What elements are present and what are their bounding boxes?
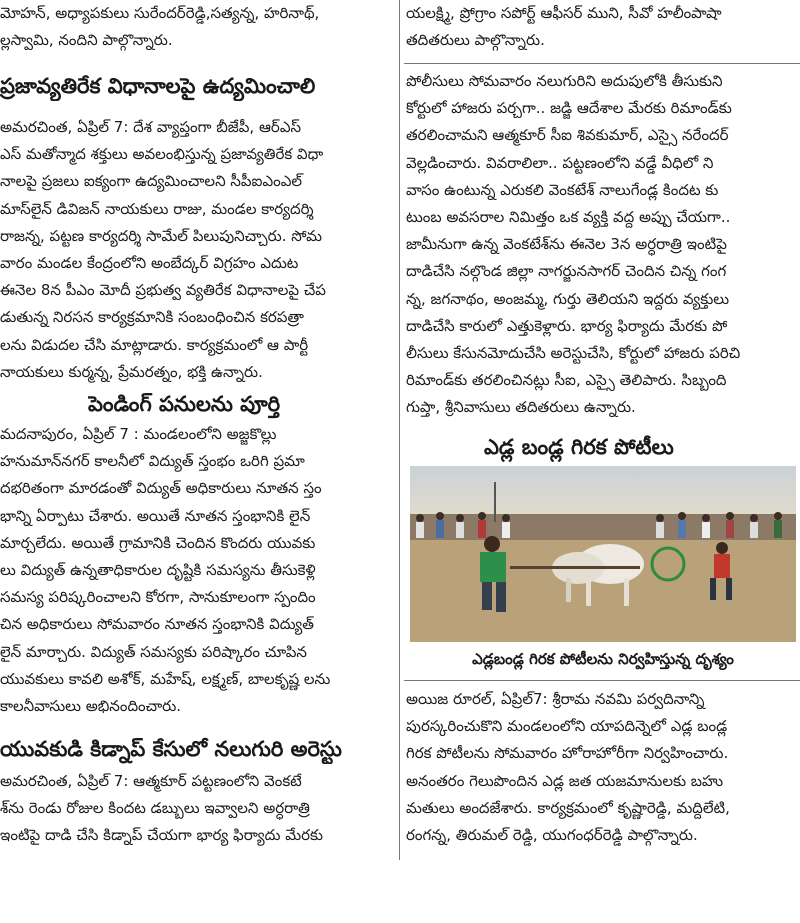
photo-caption: ఎడ్లబండ్ల గిరక పోటీలను నిర్వహిస్తున్న దృశ్యం [472,650,734,668]
text-line: రిమాండ్‌కు తరలించినట్లు సీఐ, ఎస్సై తెలిపారు. సిబ్బంది [406,371,727,390]
text-line: వాసం ఉంటున్న ఎరుకలి వెంకటేశ్ నాలుగేండ్ల కిందట కు [406,180,719,199]
bull-cart-race-photo [410,466,796,642]
article-4-body [406,686,800,849]
article-1-body [0,114,392,386]
headline-article-2: పెండింగ్ పనులను పూర్తి [88,392,281,416]
text-line: భాన్ని ఏర్పాటు చేశారు. అయితే నూతన స్తంభానికి లైన్ [0,506,311,525]
photo-illustration [410,466,796,642]
continued-article-body [406,68,800,422]
text-line: చిన అధికారులు సోమవారం నూతన స్తంభానికి విద్యుత్ [0,615,314,634]
text-line: దభరితంగా మారడంతో విద్యుత్ అధికారులు నూతన స్తం [0,479,322,498]
text-line: రాజన్న, పట్టణ కార్యదర్శి సామేల్ పిలుపునిచ్చారు. సోమ [0,226,322,245]
text-line: జామీనుగా ఉన్న వెంకటేశ్‌ను ఈనెల 3న అర్ధరాత్రి ఇంటిపై [406,235,727,254]
text-line: అమరచింత, ఏప్రిల్ 7: దేశ వ్యాప్తంగా బీజేపీ, ఆర్ఎస్ [0,118,302,136]
text-line: లు విద్యుత్ ఉన్నతాధికారుల దృష్టికి సమస్యను తీసుకెళ్లి [0,561,316,580]
text-line: డుతున్న నిరసన కార్యక్రమానికి సంబంధించిన కరపత్రా [0,308,304,327]
text-line: హనుమాన్‌నగర్ కాలనీలో విద్యుత్ స్తంభం ఒరిగి ప్రమా [0,452,305,471]
text-line: రంగన్న, తిరుమల్ రెడ్డి, యుగంధర్‌రెడ్డి పాల్గొన్నారు. [406,826,698,845]
text-line: అనంతరం గెలుపొందిన ఎడ్ల జత యజమానులకు బహు [406,771,724,790]
text-line: కాలనీవాసులు అభినందించారు. [0,697,182,716]
text-line: లైన్ మార్చారు. విద్యుత్ సమస్యకు పరిష్కారం చూపిన [0,642,307,661]
text-line: టుంబ అవసరాల నిమిత్తం ఒక వ్యక్తి వద్ద అప్పు చేయగా.. [406,208,731,227]
text-line: సమస్య పరిష్కరించాలని కోరగా, సానుకూలంగా స్పందిం [0,588,316,607]
left-top-paragraph [0,0,392,54]
text-line: మాస్‌లైన్ డివిజన్ నాయకులు రాజు, మండల కార్యదర్శి [0,199,314,218]
text-line: లీసులు కేసునమోదుచేసి అరెస్టుచేసి, కోర్టులో హాజరు పరిచి [406,344,741,363]
text-line: తరలించామని ఆత్మకూర్ సీఐ శివకుమార్, ఎస్సై నరేందర్ [406,126,729,145]
text-line: నాలపై ప్రజలు ఐక్యంగా ఉద్యమించాలని సీపీఐఎంఎల్ [0,172,303,191]
text-line: యువకులు కావలి అశోక్, మహేష్, లక్ష్మణ్, బాలకృష్ణ లను [0,669,331,688]
text-line: ఎస్ మతోన్మాద శక్తులు అవలంభిస్తున్న ప్రజావ్యతిరేక విధా [0,145,324,164]
text-line: దాడిచేసి కారులో ఎత్తుకెళ్లారు. భార్య ఫిర్యాదు మేరకు పో [406,316,728,335]
text-line: గిరక పోటీలను సోమవారం హోరాహోరీగా నిర్వహించారు. [406,744,729,763]
section-rule [404,63,800,64]
text-line: పురస్కరించుకొని మండలంలోని యాపదిన్నెలో ఎడ్ల బండ్ల [406,717,728,736]
text-line: కోర్టులో హాజరు పర్చగా.. జడ్జి ఆదేశాల మేరకు రిమాండ్‌కు [406,99,732,118]
text-line: ల్లస్వామి, నందిని పాల్గొన్నారు. [0,31,173,50]
text-line: మదనాపురం, ఏప్రిల్ 7 : మండలంలోని అజ్జకొల్లు [0,425,277,443]
headline-article-4: ఎడ్ల బండ్ల గిరక పోటీలు [484,435,674,459]
text-line: వారం మండల కేంద్రంలోని అంబేద్కర్ విగ్రహం ఎదుట [0,254,299,273]
text-line: పోలీసులు సోమవారం నలుగురిని అదుపులోకి తీసుకుని [406,72,723,90]
text-line: గుప్తా, శ్రీనివాసులు తదితరులు ఉన్నారు. [406,398,636,417]
text-line: మార్చలేదు. అయితే గ్రామానికి చెందిన కొందరు యువకు [0,533,316,552]
text-line: అయిజ రూరల్, ఏప్రిల్7: శ్రీరామ నవమి పర్వదినాన్ని [406,690,705,708]
text-line: ఇంటిపై దాడి చేసి కిడ్నాప్ చేయగా భార్య ఫిర్యాదు మేరకు [0,826,323,845]
caption-rule [404,680,800,681]
text-line: ఈనెల 8న పీఎం మోదీ ప్రభుత్వ వ్యతిరేక విధానాలపై చేప [0,281,326,300]
column-divider [399,0,400,860]
text-line: యలక్ష్మి, ప్రోగ్రాం సపోర్ట్ ఆఫీసర్ ముని, సీవో హలీంపాషా [406,4,722,22]
right-top-paragraph [406,0,800,54]
article-3-body [0,768,392,850]
article-2-body [0,421,392,720]
text-line: తదితరులు పాల్గొన్నారు. [406,31,545,50]
text-line: మోహన్, అధ్యాపకులు సురేందర్‌రెడ్డి,సత్యన్న, హరినాథ్, [0,4,320,22]
headline-article-1: ప్రజావ్యతిరేక విధానాలపై ఉద్యమించాలి [0,74,316,98]
text-line: న్న, జగనాథం, అంజమ్మ, గుర్తు తెలియని ఇద్దరు వ్యక్తులు [406,289,730,308]
text-line: వెల్లడించారు. వివరాలిలా.. పట్టణంలోని వడ్డే వీధిలో ని [406,153,714,172]
text-line: దాడిచేసి నల్గొండ జిల్లా నాగర్జునసాగర్ చెందిన చిన్న గంగ [406,262,727,281]
text-line: లను విడుదల చేసి మాట్లాడారు. కార్యక్రమంలో ఆ పార్టీ [0,335,309,354]
text-line: అమరచింత, ఏప్రిల్ 7: ఆత్మకూర్ పట్టణంలోని వెంకటే [0,772,302,790]
text-line: నాయకులు కుర్మన్న, ప్రేమరత్నం, భక్తి ఉన్నారు. [0,362,263,381]
headline-article-3: యువకుడి కిడ్నాప్ కేసులో నలుగురి అరెస్టు [0,737,342,761]
text-line: శ్‌ను రెండు రోజుల కిందట డబ్బులు ఇవ్వాలని అర్ధరాత్రి [0,799,310,818]
text-line: మతులు అందజేశారు. కార్యక్రమంలో కృష్ణారెడ్డి, మద్దిలేటి, [406,798,730,817]
